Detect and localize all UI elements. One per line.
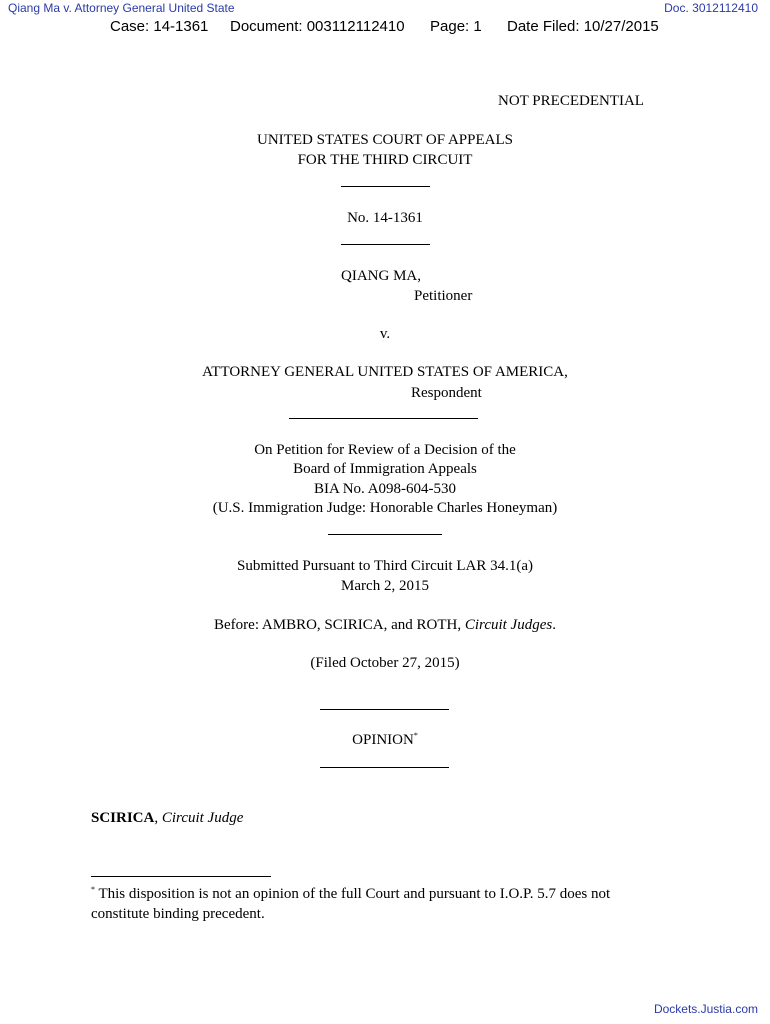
author-separator: ,: [154, 810, 162, 826]
petitioner-name: QIANG MA,: [341, 268, 421, 284]
submitted-date: March 2, 2015: [341, 578, 429, 594]
footnote-line1: [91, 886, 610, 903]
docket-number: No. 14-1361: [347, 210, 423, 226]
before-judges: Before: AMBRO, SCIRICA, and ROTH,: [214, 617, 465, 633]
respondent-role: Respondent: [411, 385, 482, 401]
before-panel: [0, 617, 770, 634]
immigration-judge: (U.S. Immigration Judge: Honorable Charles Honeyman): [212, 500, 558, 516]
court-name-line2: FOR THE THIRD CIRCUIT: [297, 152, 473, 168]
author-title: Circuit Judge: [161, 810, 244, 826]
court-name-line1: UNITED STATES COURT OF APPEALS: [257, 132, 513, 148]
divider: [341, 244, 430, 245]
petitioner-role: Petitioner: [414, 288, 473, 304]
stamp-page: Page: 1: [430, 18, 482, 35]
stamp-case: Case: 14-1361: [110, 18, 209, 35]
author-line: [91, 810, 243, 827]
divider: [320, 709, 449, 710]
opinion-heading-row: [0, 732, 770, 749]
filed-date: (Filed October 27, 2015): [310, 655, 460, 671]
before-suffix: .: [552, 617, 556, 633]
precedential-status: NOT PRECEDENTIAL: [498, 93, 644, 109]
author-name: SCIRICA: [91, 810, 155, 826]
case-title-link[interactable]: Qiang Ma v. Attorney General United State: [8, 1, 235, 15]
petition-line1: On Petition for Review of a Decision of the: [254, 442, 516, 458]
stamp-document: Document: 003112112410: [230, 18, 405, 35]
opinion-heading: OPINION: [352, 732, 414, 748]
footnote-line2: constitute binding precedent.: [91, 906, 265, 922]
petition-line2: Board of Immigration Appeals: [293, 461, 477, 477]
document-number-link[interactable]: Doc. 3012112410: [664, 1, 758, 15]
bia-number: BIA No. A098-604-530: [313, 481, 457, 497]
divider: [320, 767, 449, 768]
before-judges-title: Circuit Judges: [464, 617, 553, 633]
submitted-line: Submitted Pursuant to Third Circuit LAR 34.1(a): [237, 558, 533, 574]
justia-dockets-link[interactable]: Dockets.Justia.com: [653, 1002, 758, 1016]
stamp-date-filed: Date Filed: 10/27/2015: [507, 18, 659, 35]
footnote-ref[interactable]: *: [413, 731, 418, 740]
footnote-text1: This disposition is not an opinion of the full Court and pursuant to I.O.P. 5.7 does not: [95, 886, 611, 902]
footnote-separator: [91, 876, 271, 877]
footnote-marker: *: [91, 885, 95, 894]
divider: [341, 186, 430, 187]
divider: [328, 534, 442, 535]
respondent-name: ATTORNEY GENERAL UNITED STATES OF AMERICA,: [202, 364, 568, 380]
versus: v.: [379, 326, 391, 342]
divider: [289, 418, 478, 419]
